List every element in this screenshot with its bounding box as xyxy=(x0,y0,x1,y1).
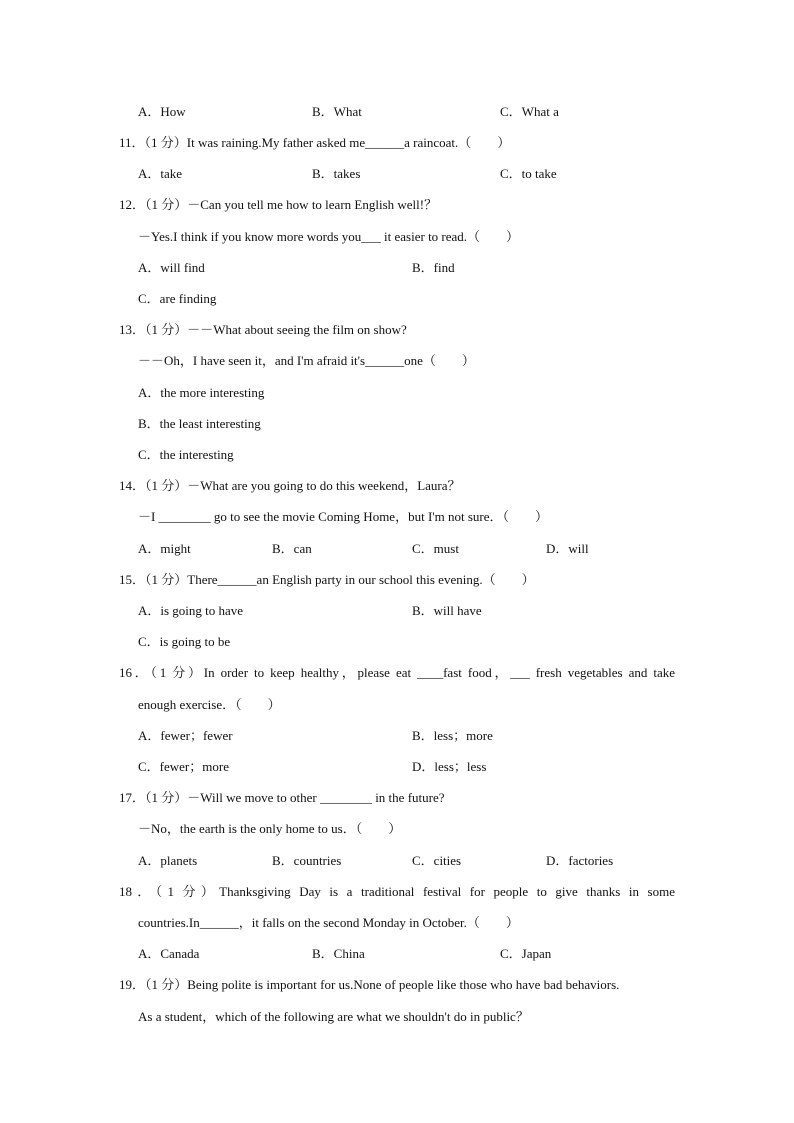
q10-option-a: A．How xyxy=(138,104,186,119)
q11-option-b: B．takes xyxy=(312,166,361,181)
q19-stem-continued: As a student，which of the following are what we shouldn't do in public？ xyxy=(138,1009,529,1024)
q11-stem: 11．（1 分）It was raining.My father asked me______a raincoat.（ ） xyxy=(119,135,511,150)
q16-stem-continued: enough exercise．（ ） xyxy=(138,697,281,712)
q16-option-b: B．less；more xyxy=(412,728,493,743)
q16-stem: 16．（1 分）In order to keep healthy，please eat ____fast food，___ fresh vegetables and take xyxy=(119,665,675,680)
q17-option-b: B．countries xyxy=(272,853,342,868)
q17-option-c: C．cities xyxy=(412,853,462,868)
q16-option-d: D．less；less xyxy=(412,759,487,774)
q15-option-c: C．is going to be xyxy=(138,634,231,649)
q19-stem: 19．（1 分）Being polite is important for us.None of people like those who have bad behaviors. xyxy=(119,977,620,992)
q18-option-b: B．China xyxy=(312,946,365,961)
q12-option-b: B．find xyxy=(412,260,455,275)
q14-stem: 14．（1 分）－What are you going to do this weekend，Laura？ xyxy=(119,478,461,493)
q10-option-b: B．What xyxy=(312,104,362,119)
q18-stem: 18．（1 分）Thanksgiving Day is a traditional festival for people to give thanks in some xyxy=(119,884,675,899)
q11-option-c: C．to take xyxy=(500,166,557,181)
q10-option-c: C．What a xyxy=(500,104,559,119)
q17-option-d: D．factories xyxy=(546,853,614,868)
q15-option-a: A．is going to have xyxy=(138,603,244,618)
q18-option-a: A．Canada xyxy=(138,946,200,961)
q16-option-c: C．fewer；more xyxy=(138,759,229,774)
q14-option-a: A．might xyxy=(138,541,191,556)
q13-option-b: B．the least interesting xyxy=(138,416,261,431)
q17-stem: 17．（1 分）－Will we move to other ________ in the future? xyxy=(119,790,445,805)
q18-option-c: C．Japan xyxy=(500,946,552,961)
q13-stem: 13．（1 分）－－What about seeing the film on show? xyxy=(119,322,407,337)
q17-dialogue: －No，the earth is the only home to us．（ ） xyxy=(138,821,402,836)
q12-dialogue: －Yes.I think if you know more words you___ it easier to read.（ ） xyxy=(138,229,520,244)
q16-option-a: A．fewer；fewer xyxy=(138,728,233,743)
q14-option-b: B．can xyxy=(272,541,312,556)
q14-option-d: D．will xyxy=(546,541,589,556)
q13-option-c: C．the interesting xyxy=(138,447,234,462)
q14-dialogue: －I ________ go to see the movie Coming Home，but I'm not sure．（ ） xyxy=(138,509,548,524)
q14-option-c: C．must xyxy=(412,541,459,556)
q12-stem: 12．（1 分）－Can you tell me how to learn English well!？ xyxy=(119,197,438,212)
q12-option-a: A．will find xyxy=(138,260,205,275)
q12-option-c: C．are finding xyxy=(138,291,217,306)
q15-stem: 15．（1 分）There______an English party in our school this evening.（ ） xyxy=(119,572,535,587)
q15-option-b: B．will have xyxy=(412,603,482,618)
q13-dialogue: －－Oh，I have seen it，and I'm afraid it's______one（ ） xyxy=(138,353,475,368)
q13-option-a: A．the more interesting xyxy=(138,385,265,400)
q18-stem-continued: countries.In______，it falls on the second Monday in October.（ ） xyxy=(138,915,519,930)
q17-option-a: A．planets xyxy=(138,853,198,868)
q11-option-a: A．take xyxy=(138,166,183,181)
